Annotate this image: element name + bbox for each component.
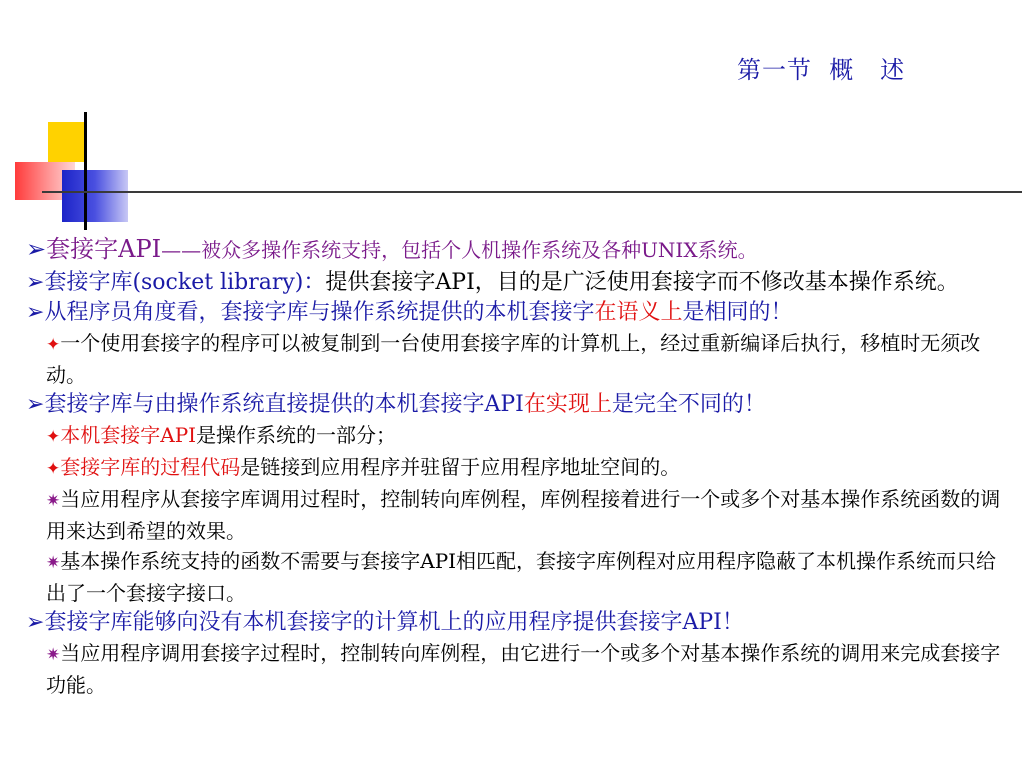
bullet-4-sub-1 — [26, 420, 1016, 452]
bullet-3 — [26, 298, 1016, 328]
bullet-1 — [26, 232, 1016, 267]
bullet-4-sub-2-text: 是链接到应用程序并驻留于应用程序地址空间的。 — [240, 455, 681, 479]
header-divider-line — [42, 191, 1022, 193]
slide-content — [26, 232, 1016, 700]
bullet-1-lead: 套接字API — [46, 235, 162, 263]
bullet-2-text: 提供套接字API，目的是广泛使用套接字而不修改基本操作系统。 — [325, 270, 959, 295]
logo-yellow-square — [48, 122, 86, 162]
bullet-4-sub-2-red: 套接字库的过程代码 — [60, 455, 241, 479]
bullet-4-part2: 在实现上 — [523, 392, 612, 417]
section-title: 第一节 概 述 — [737, 56, 906, 84]
bullet-4-sub-3 — [26, 484, 1016, 546]
bullet-3-sub-1 — [26, 328, 1016, 390]
asterisk-bullet-icon: ✷ — [46, 645, 61, 665]
bullet-3-part2: 在语义上 — [594, 300, 683, 325]
bullet-3-part3: 是相同的！ — [682, 300, 793, 325]
bullet-5-sub-1-text: 当应用程序调用套接字过程时，控制转向库例程，由它进行一个或多个对基本操作系统的调用来完成套接字功能。 — [46, 641, 1001, 697]
decorative-logo — [0, 0, 200, 240]
logo-vertical-line — [84, 112, 87, 230]
bullet-1-text: ——被众多操作系统支持，包括个人机操作系统及各种UNIX系统。 — [161, 238, 758, 262]
cross-star-bullet-icon: ✦ — [46, 459, 61, 479]
bullet-3-part1: 从程序员角度看，套接字库与操作系统提供的本机套接字 — [44, 300, 595, 325]
asterisk-bullet-icon: ✷ — [46, 553, 61, 573]
arrow-bullet-icon: ➢ — [26, 270, 45, 295]
bullet-4-sub-1-text: 是操作系统的一部分； — [196, 423, 397, 447]
bullet-5 — [26, 608, 1016, 638]
bullet-4-sub-2 — [26, 452, 1016, 484]
arrow-bullet-icon: ➢ — [26, 300, 45, 325]
cross-star-bullet-icon: ✦ — [46, 335, 61, 355]
bullet-4-sub-1-red: 本机套接字API — [60, 423, 197, 447]
bullet-4-sub-3-text: 当应用程序从套接字库调用过程时，控制转向库例程，库例程接着进行一个或多个对基本操作系统函数的调用来达到希望的效果。 — [46, 487, 1001, 543]
bullet-4-part3: 是完全不同的！ — [611, 392, 766, 417]
cross-star-bullet-icon: ✦ — [46, 427, 61, 447]
bullet-2-lead: 套接字库(socket library)： — [44, 270, 326, 295]
bullet-4-sub-4-text: 基本操作系统支持的函数不需要与套接字API相匹配，套接字库例程对应用程序隐蔽了本机操作系统而只给出了一个套接字接口。 — [46, 549, 997, 605]
arrow-bullet-icon: ➢ — [26, 610, 45, 635]
bullet-4-sub-4 — [26, 546, 1016, 608]
bullet-5-sub-1 — [26, 638, 1016, 700]
bullet-4-part1: 套接字库与由操作系统直接提供的本机套接字API — [44, 392, 524, 417]
logo-blue-square — [62, 170, 128, 222]
arrow-bullet-icon: ➢ — [26, 235, 47, 263]
arrow-bullet-icon: ➢ — [26, 392, 45, 417]
bullet-3-sub-1-text: 一个使用套接字的程序可以被复制到一台使用套接字库的计算机上，经过重新编译后执行，移植时无须改动。 — [46, 331, 981, 387]
bullet-5-text: 套接字库能够向没有本机套接字的计算机上的应用程序提供套接字API！ — [44, 610, 744, 635]
bullet-2 — [26, 267, 1016, 298]
bullet-4 — [26, 390, 1016, 420]
asterisk-bullet-icon: ✷ — [46, 491, 61, 511]
